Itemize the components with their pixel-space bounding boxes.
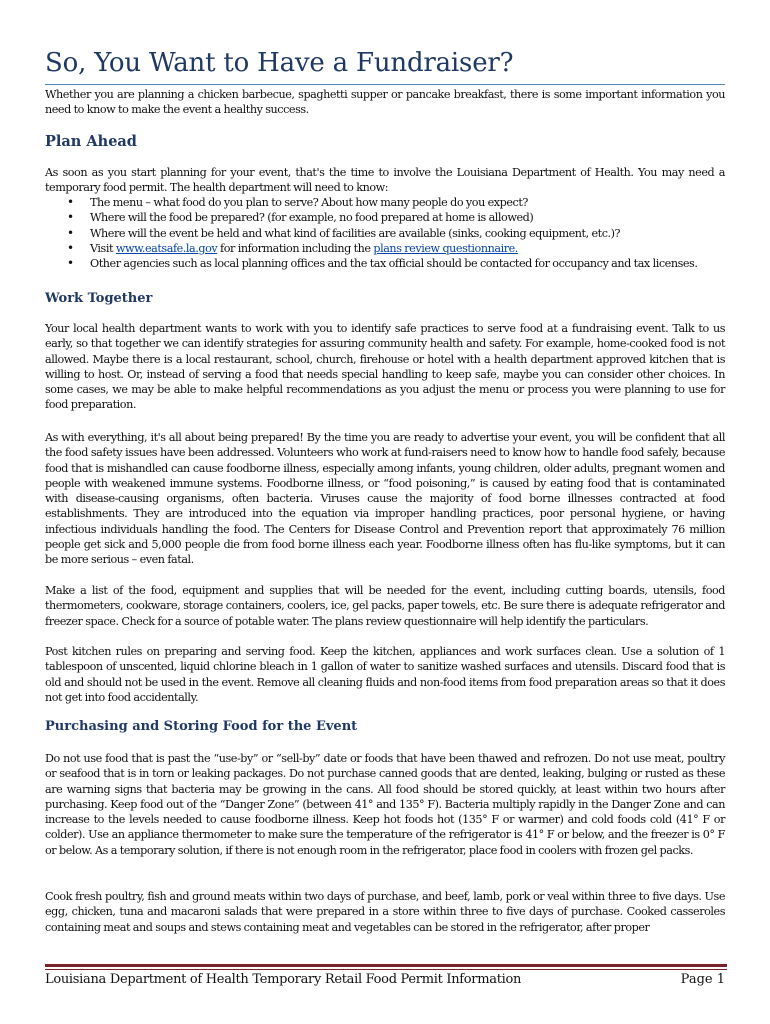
plan-ahead-list [45,195,725,271]
work-together-paragraph-4: Post kitchen rules on preparing and serving food. Keep the kitchen, appliances and work surfaces clean. Use a solution of 1 tablespoon of unscented, liquid chlorine bleach in 1 gallon of water to sanitize washed surfaces and utensils. Discard food that is old and should not be used in the event. Remove all cleaning fluids and non-food items from food preparation areas so that it does not get into food accidentally. [45,645,725,704]
purchasing-heading: Purchasing and Storing Food for the Event [45,719,358,734]
footer-divider-thin [45,969,727,970]
plans-review-questionnaire-link[interactable]: plans review questionnaire. [373,241,518,255]
visit-prefix: Visit [90,241,116,255]
work-together-paragraph-2: As with everything, it's all about being prepared! By the time you are ready to advertise your event, you will be confident that all the food safety issues have been addressed. Volunteers who work at fund-raisers need to know how to handle food safely, because food that is mishandled can cause foodborne illness, especially among infants, young children, older adults, pregnant women and people with weakened immune systems. Foodborne illness, or “food poisoning,” is caused by eating food that is contaminated with disease-causing organisms, often bacteria. Viruses cause the majority of food borne illnesses contracted at food establishments. They are introduced into the equation via improper handling practices, poor personal hygiene, or having infectious individuals handling the food. The Centers for Disease Control and Prevention report that approximately 76 million people get sick and 5,000 people die from food borne illness each year. Foodborne illness often has flu-like symptoms, but it can be more serious – even fatal. [45,431,725,567]
page-title: So, You Want to Have a Fundraiser? [45,48,514,78]
title-divider [45,84,725,85]
list-item [45,241,725,256]
intro-paragraph: Whether you are planning a chicken barbecue, spaghetti supper or pancake breakfast, there is some important information you need to know to make the event a healthy success. [45,88,725,117]
visit-middle: for information including the [217,241,374,255]
footer-title: Louisiana Department of Health Temporary Retail Food Permit Information [45,972,522,987]
purchasing-paragraph-1: Do not use food that is past the “use-by” or “sell-by” date or foods that have been thawed and refrozen. Do not use meat, poultry or seafood that is in torn or leaking packages. Do not purchase canned goods that are dented, leaking, bulging or rusted as these are warning signs that bacteria may be growing in the cans. All food should be stored quickly, at least within two hours after purchasing. Keep food out of the “Danger Zone” (between 41° and 135° F). Bacteria multiply rapidly in the Danger Zone and can increase to the levels needed to cause foodborne illness. Keep hot foods hot (135° F or warmer) and cold foods cold (41° F or colder). Use an appliance thermometer to make sure the temperature of the refrigerator is 41° F or below, and the freezer is 0° F or below. As a temporary solution, if there is not enough room in the refrigerator, place food in coolers with frozen gel packs. [45,752,725,857]
eatsafe-link[interactable]: www.eatsafe.la.gov [115,241,218,255]
work-together-paragraph-1: Your local health department wants to work with you to identify safe practices to serve food at a fundraising event. Talk to us early, so that together we can identify strategies for assuring community health and safety. For example, home-cooked food is not allowed. Maybe there is a local restaurant, school, church, firehouse or hotel with a health department approved kitchen that is willing to host. Or, instead of serving a food that needs special handling to keep safe, maybe you can consider other choices. In some cases, we may be able to make helpful recommendations as you adjust the menu or process you were planning to use for food preparation. [45,322,725,412]
work-together-paragraph-3: Make a list of the food, equipment and supplies that will be needed for the event, including cutting boards, utensils, food thermometers, cookware, storage containers, coolers, ice, gel packs, paper towels, etc. Be sure there is adequate refrigerator and freezer space. Check for a source of potable water. The plans review questionnaire will help identify the particulars. [45,584,725,628]
plan-ahead-paragraph: As soon as you start planning for your event, that's the time to involve the Louisiana Department of Health. You may need a temporary food permit. The health department will need to know: [45,166,725,195]
list-item: • Where will the event be held and what kind of facilities are available (sinks, cooking equipment, etc.)? [45,226,725,241]
list-item: • Other agencies such as local planning offices and the tax official should be contacted for occupancy and tax licenses. [45,256,725,271]
footer-divider-thick [45,964,727,967]
list-item: • The menu – what food do you plan to serve? About how many people do you expect? [45,195,725,210]
plan-ahead-heading: Plan Ahead [45,133,137,150]
work-together-heading: Work Together [45,291,153,306]
purchasing-paragraph-2: Cook fresh poultry, fish and ground meats within two days of purchase, and beef, lamb, pork or veal within three to five days. Use egg, chicken, tuna and macaroni salads that were prepared in a store within three to five days of purchase. Cooked casseroles containing meat and soups and stews containing meat and vegetables can be stored in the refrigerator, after proper [45,890,725,934]
page-number: Page 1 [680,972,725,987]
list-item: • Where will the food be prepared? (for example, no food prepared at home is allowed) [45,210,725,225]
